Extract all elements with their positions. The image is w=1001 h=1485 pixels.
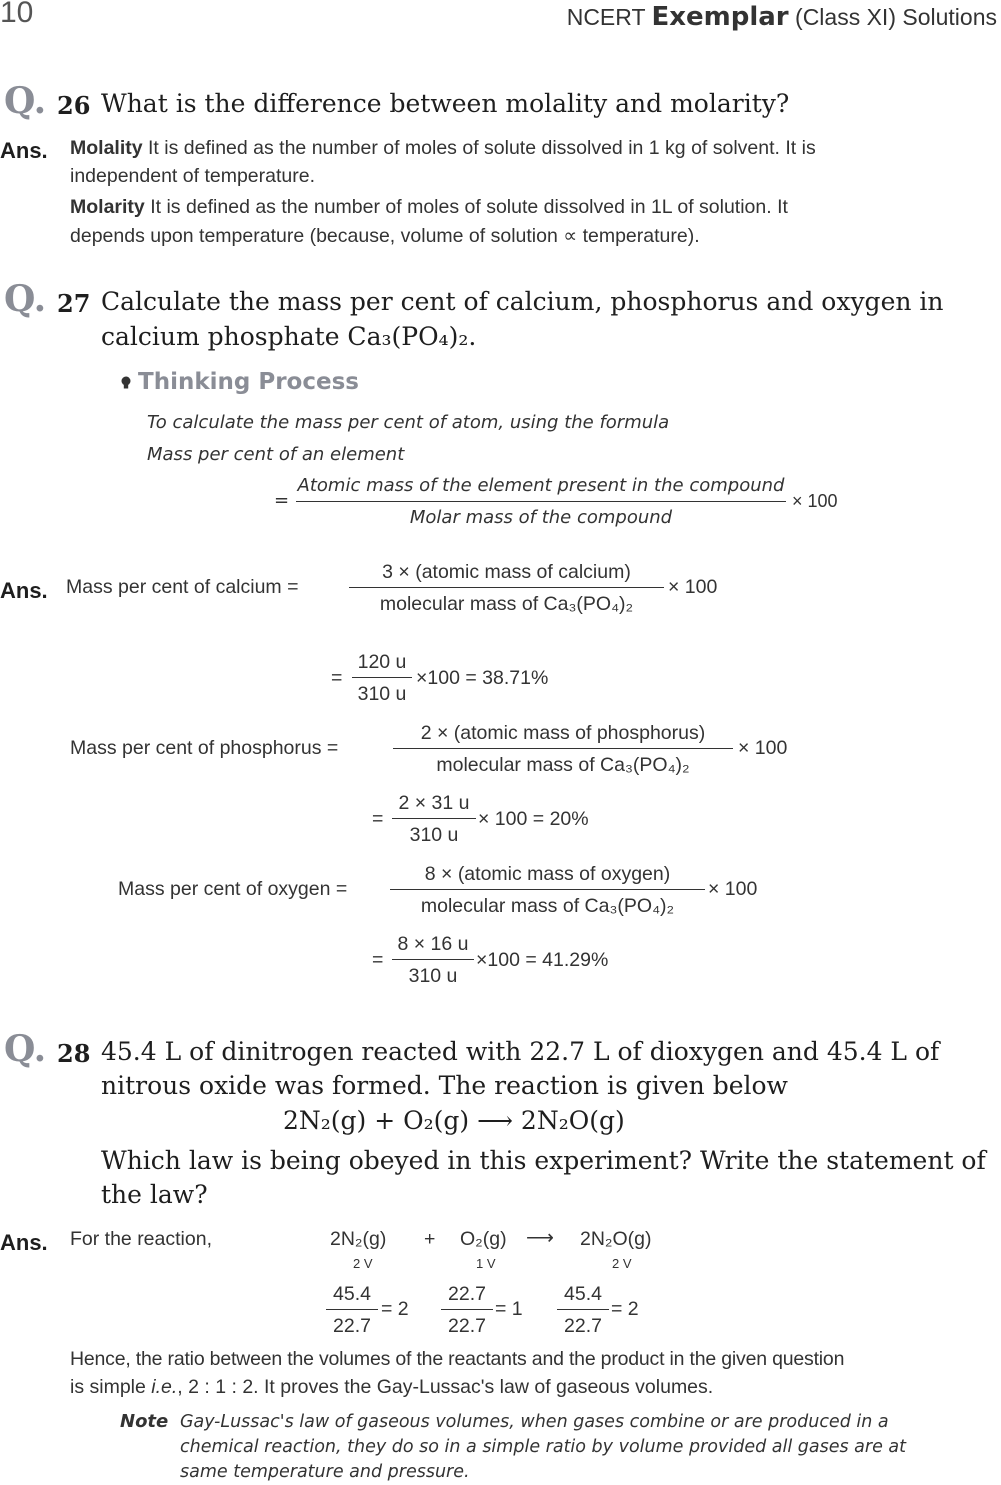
calcium-fraction [349, 560, 664, 616]
volume-o2: 1 V [476, 1256, 496, 1271]
question-text-28-line1: 45.4 L of dinitrogen reacted with 22.7 L of dioxygen and 45.4 L of [101, 1037, 940, 1066]
ratio-n2-fraction [326, 1282, 378, 1338]
note-label: Note [120, 1411, 169, 1432]
question-number-28: 28 [57, 1039, 91, 1068]
calcium-step-denominator: 310 u [357, 683, 407, 705]
ratio-o2-numerator: 22.7 [448, 1283, 486, 1305]
conclusion-line-2 [70, 1376, 713, 1399]
question-mark-q28: Q. [4, 1028, 47, 1070]
phosphorus-label: Mass per cent of phosphorus = [70, 737, 339, 759]
equation-n2: 2N₂(g) [330, 1228, 387, 1250]
question-text-28-line2: nitrous oxide was formed. The reaction is given below [101, 1071, 788, 1100]
question-text-27-line1: Calculate the mass per cent of calcium, phosphorus and oxygen in [101, 287, 944, 316]
header-title-bold: Exemplar [651, 2, 789, 32]
thinking-line-2: Mass per cent of an element [147, 444, 405, 465]
molarity-definition-1: It is defined as the number of moles of solute dissolved in 1L of solution. It [150, 196, 788, 218]
fraction-bar [296, 501, 786, 502]
question-number-27: 27 [57, 289, 91, 318]
oxygen-numerator: 8 × (atomic mass of oxygen) [424, 863, 671, 885]
fraction-bar [392, 959, 474, 960]
note-line-2: chemical reaction, they do so in a simple ratio by volume provided all gases are at [180, 1437, 906, 1457]
thinking-line-1: To calculate the mass per cent of atom, using the formula [147, 412, 670, 433]
answer-label-27: Ans. [0, 578, 48, 603]
oxygen-label: Mass per cent of oxygen = [118, 878, 348, 900]
ratio-o2-fraction [441, 1282, 493, 1338]
molality-line-1 [70, 137, 998, 160]
phosphorus-times-100: × 100 [738, 737, 788, 759]
conclusion-ie: i.e. [151, 1376, 178, 1398]
conclusion-2c: , 2 : 1 : 2. It proves the Gay-Lussac's law of gaseous volumes. [177, 1376, 714, 1398]
for-the-reaction: For the reaction, [70, 1228, 212, 1250]
header-subtitle: (Class XI) Solutions [795, 4, 997, 30]
ratio-n2-denominator: 22.7 [333, 1315, 371, 1337]
fraction-bar [352, 677, 412, 678]
molality-term: Molality [70, 137, 143, 159]
conclusion-2a: is simple [70, 1376, 152, 1398]
note-line-3: same temperature and pressure. [180, 1462, 470, 1482]
phosphorus-result: × 100 = 20% [478, 808, 589, 830]
fraction-bar [393, 748, 733, 749]
question-number-26: 26 [57, 91, 91, 120]
ratio-n2-numerator: 45.4 [333, 1283, 371, 1305]
ratio-o2-value: = 1 [495, 1298, 523, 1320]
fraction-bar [557, 1309, 609, 1310]
thinking-formula-fraction [296, 474, 786, 530]
calcium-label: Mass per cent of calcium = [66, 576, 299, 598]
note-line-1: Gay-Lussac's law of gaseous volumes, when gases combine or are produced in a [180, 1412, 889, 1432]
fraction-bar [392, 818, 476, 819]
question-text-28-line4: the law? [101, 1180, 208, 1209]
fraction-bar [390, 889, 705, 890]
molarity-line-1 [70, 196, 788, 219]
ratio-n2-value: = 2 [381, 1298, 409, 1320]
fraction-bar [441, 1309, 493, 1310]
calcium-times-100: × 100 [668, 576, 718, 598]
fraction-bar [349, 587, 664, 588]
calcium-step-fraction [352, 650, 412, 706]
lightbulb-icon [120, 376, 132, 390]
molality-definition-1: It is defined as the number of moles of solute dissolved in 1 kg of solvent. It is [148, 137, 816, 159]
molarity-term: Molarity [70, 196, 145, 218]
phosphorus-numerator: 2 × (atomic mass of phosphorus) [420, 722, 706, 744]
equation-o2: O₂(g) [460, 1228, 507, 1250]
ratio-n2o-fraction [557, 1282, 609, 1338]
calcium-denominator: molecular mass of Ca₃(PO₄)₂ [379, 593, 634, 615]
reaction-equation: 2N₂(g) + O₂(g) ⟶ 2N₂O(g) [283, 1106, 625, 1135]
volume-n2: 2 V [353, 1256, 373, 1271]
running-header [567, 2, 997, 32]
thinking-times-100: × 100 [792, 491, 838, 511]
phosphorus-step-denominator: 310 u [409, 824, 459, 846]
oxygen-step-denominator: 310 u [408, 965, 458, 987]
page-number: 10 [0, 0, 34, 29]
question-text-27-line2: calcium phosphate Ca₃(PO₄)₂. [101, 322, 477, 351]
calcium-step-equals: = [331, 667, 343, 689]
phosphorus-step-numerator: 2 × 31 u [398, 792, 470, 814]
molality-definition-2: independent of temperature. [70, 165, 316, 187]
phosphorus-denominator: molecular mass of Ca₃(PO₄)₂ [436, 754, 690, 776]
ratio-n2o-value: = 2 [611, 1298, 639, 1320]
question-text-28-line3: Which law is being obeyed in this experiment? Write the statement of [101, 1146, 986, 1175]
ratio-n2o-denominator: 22.7 [564, 1315, 602, 1337]
oxygen-step-equals: = [372, 949, 384, 971]
thinking-process-heading [120, 369, 359, 395]
thinking-formula-denominator: Molar mass of the compound [409, 507, 673, 528]
phosphorus-step-fraction [392, 791, 476, 847]
calcium-step-numerator: 120 u [357, 651, 407, 673]
calcium-numerator: 3 × (atomic mass of calcium) [382, 561, 631, 583]
thinking-formula-numerator: Atomic mass of the element present in the compound [297, 475, 785, 496]
ratio-o2-denominator: 22.7 [448, 1315, 486, 1337]
calcium-result: ×100 = 38.71% [416, 667, 549, 689]
oxygen-step-numerator: 8 × 16 u [397, 933, 469, 955]
ratio-n2o-numerator: 45.4 [564, 1283, 602, 1305]
equation-n2o: 2N₂O(g) [580, 1228, 652, 1250]
oxygen-times-100: × 100 [708, 878, 758, 900]
oxygen-result: ×100 = 41.29% [476, 949, 609, 971]
question-mark-q26: Q. [4, 80, 47, 122]
conclusion-line-1: Hence, the ratio between the volumes of the reactants and the product in the given question [70, 1348, 845, 1370]
fraction-bar [326, 1309, 378, 1310]
equation-arrow: ⟶ [526, 1227, 554, 1249]
header-series: NCERT [566, 4, 646, 30]
oxygen-step-fraction [392, 932, 474, 988]
phosphorus-step-equals: = [372, 808, 384, 830]
question-text-26: What is the difference between molality and molarity? [101, 89, 790, 118]
equation-plus: + [424, 1228, 436, 1250]
molarity-definition-2: depends upon temperature (because, volume of solution ∝ temperature). [70, 225, 700, 247]
answer-label-28: Ans. [0, 1230, 48, 1255]
oxygen-fraction [390, 862, 705, 918]
answer-label-26: Ans. [0, 138, 48, 163]
volume-n2o: 2 V [612, 1256, 632, 1271]
question-mark-q27: Q. [4, 278, 47, 320]
phosphorus-fraction [393, 721, 733, 777]
oxygen-denominator: molecular mass of Ca₃(PO₄)₂ [420, 895, 675, 917]
thinking-equals: = [274, 490, 290, 511]
thinking-process-title: Thinking Process [138, 369, 359, 395]
